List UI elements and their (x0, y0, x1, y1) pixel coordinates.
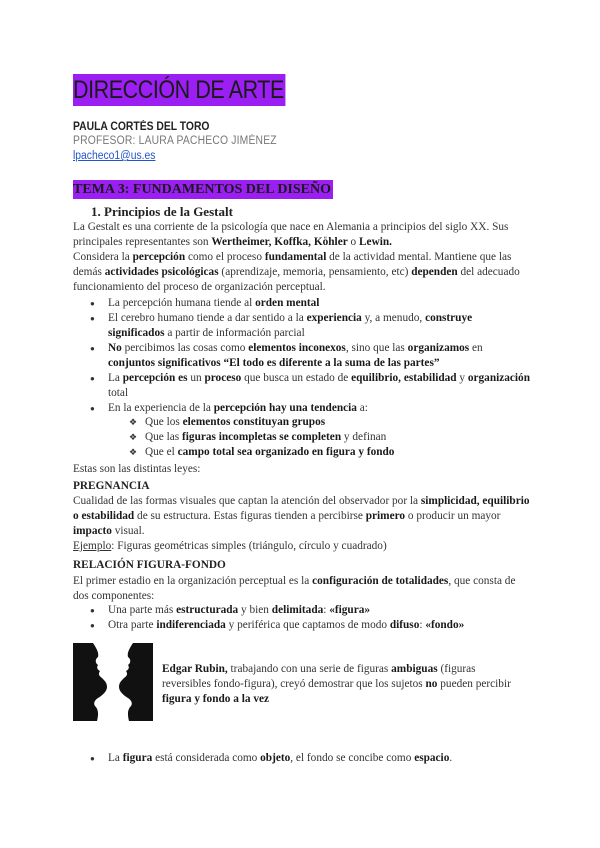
rubin-paragraph: Edgar Rubin, trabajando con una serie de figuras ambiguas (figuras reversibles fondo-figura), creyó demostrar que los sujetos no pueden percibir figura y fondo a la vez (162, 663, 511, 705)
laws-intro: Estas son las distintas leyes: (73, 463, 201, 475)
intro-paragraph-1: La Gestalt es una corriente de la psicología que nace en Alemania a principios del siglo XX. Sus principales representantes son Wertheimer, Koffka, Ko̎hler o Lewin. (73, 221, 509, 248)
list-item: ● La figura está considerada como objeto, el fondo se concibe como espacio. (90, 751, 530, 766)
rubin-vase-image (73, 643, 153, 721)
pregnancia-paragraph: Cualidad de las formas visuales que captan la atención del observador por la simplicidad, equilibrio o estabilidad de su estructura. Estas figuras tienden a percibirse primero o producir un mayor impacto visual. (73, 495, 530, 537)
document-title: DIRECCIÓN DE ARTE (73, 76, 284, 104)
list-item: ● La percepción humana tiende al orden mental (90, 296, 530, 311)
list-item: ❖ Que las figuras incompletas se completen y definan (129, 430, 394, 445)
list-item: ● Otra parte indiferenciada y periférica que captamos de modo difuso: «fondo» (90, 618, 530, 633)
list-item: ● Una parte más estructurada y bien delimitada: «figura» (90, 603, 530, 618)
intro-paragraph-2: Considera la percepción como el proceso fundamental de la actividad mental. Mantiene que las demás actividades psicológicas (aprendizaje, memoria, pensamiento, etc) dependen del adecuado funcionamiento del proceso de organización perceptual. (73, 251, 520, 293)
tendency-sublist (129, 415, 394, 460)
subsection-title: 1. Principios de la Gestalt (91, 204, 233, 219)
list-item: ● El cerebro humano tiende a dar sentido a la experiencia y, a menudo, construye significados a partir de información parcial (90, 311, 530, 341)
gestalt-bullet-list (90, 296, 530, 416)
section-title: TEMA 3: FUNDAMENTOS DEL DISEÑO (73, 182, 332, 197)
final-list (90, 751, 530, 766)
figura-fondo-paragraph: El primer estadio en la organización perceptual es la configuración de totalidades, que consta de dos componentes: (73, 575, 516, 602)
pregnancia-example: Ejemplo: Figuras geométricas simples (triángulo, círculo y cuadrado) (73, 540, 387, 552)
professor-name: PROFESOR: LAURA PACHECO JIMÉNEZ (73, 135, 277, 147)
list-item: ❖ Que el campo total sea organizado en figura y fondo (129, 445, 394, 460)
author-name: PAULA CORTÉS DEL TORO (73, 121, 210, 133)
figura-fondo-heading: RELACIÓN FIGURA-FONDO (73, 559, 226, 571)
list-item: ❖ Que los elementos constituyan grupos (129, 415, 394, 430)
list-item: ● La percepción es un proceso que busca un estado de equilibrio, estabilidad y organización total (90, 371, 530, 401)
email-link[interactable]: lpacheco1@us.es (73, 150, 156, 162)
figura-fondo-list (90, 603, 530, 633)
list-item: ● No percibimos las cosas como elementos inconexos, sino que las organizamos en conjuntos significativos “El todo es diferente a la suma de las partes” (90, 341, 530, 371)
list-item: ● En la experiencia de la percepción hay una tendencia a: (90, 401, 530, 416)
pregnancia-heading: PREGNANCIA (73, 480, 150, 492)
